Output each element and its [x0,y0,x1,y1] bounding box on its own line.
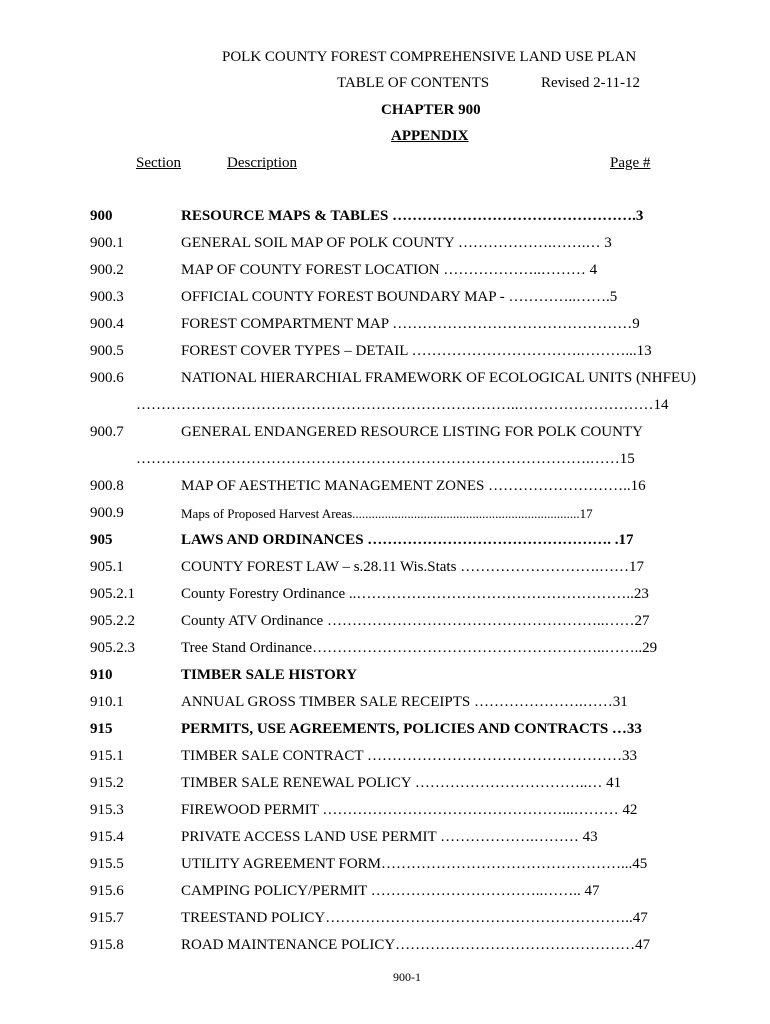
entry-leader-line: …………………………………………………………………..………………………14 [136,397,669,413]
column-header-section: Section [136,155,181,171]
entry-description: COUNTY FOREST LAW – s.28.11 Wis.Stats ……………………….……17 [181,559,644,575]
entry-description: Tree Stand Ordinance…………………………………………………..……..29 [181,640,658,656]
section-number: 915.2 [90,775,124,791]
section-number: 900.5 [90,343,124,359]
entry-description: GENERAL SOIL MAP OF POLK COUNTY ……………….…….… 3 [181,235,612,251]
entry-description: County Forestry Ordinance ..………………………………………………..23 [181,586,649,602]
entry-description: FOREST COVER TYPES – DETAIL …………………………….………...13 [181,343,652,359]
section-number: 915.3 [90,802,124,818]
column-header-page: Page # [610,155,651,171]
entry-description: LAWS AND ORDINANCES …………………………………………. .17 [181,532,634,548]
entry-description: ROAD MAINTENANCE POLICY…………………………………………47 [181,937,651,953]
section-number: 905.2.2 [90,613,135,629]
section-number: 915.6 [90,883,124,899]
section-number: 900.9 [90,505,124,521]
section-number: 915.1 [90,748,124,764]
section-number: 905.1 [90,559,124,575]
document-title: POLK COUNTY FOREST COMPREHENSIVE LAND USE PLAN [222,49,637,65]
section-number: 905.2.3 [90,640,135,656]
section-number: 900.3 [90,289,124,305]
entry-description: MAP OF COUNTY FOREST LOCATION ………………..……… 4 [181,262,598,278]
entry-description: OFFICIAL COUNTY FOREST BOUNDARY MAP - …………..…….5 [181,289,618,305]
entry-description: FIREWOOD PERMIT …………………………………………...……… 42 [181,802,638,818]
page-number: 900-1 [393,970,421,984]
chapter-heading: CHAPTER 900 [381,102,481,118]
entry-description: TIMBER SALE RENEWAL POLICY ……………………………..… 41 [181,775,622,791]
section-number: 915.4 [90,829,124,845]
section-number: 900.1 [90,235,124,251]
entry-description: RESOURCE MAPS & TABLES ………………………………………….3 [181,208,644,224]
entry-description: UTILITY AGREEMENT FORM…………………………………………...45 [181,856,648,872]
entry-description: GENERAL ENDANGERED RESOURCE LISTING FOR POLK COUNTY [181,424,643,440]
section-number: 915.7 [90,910,124,926]
entry-description: TIMBER SALE CONTRACT ……………………………………………33 [181,748,637,764]
section-number: 900.6 [90,370,124,386]
entry-leader-line: ……………………………………………………………………………….……15 [136,451,635,467]
section-number: 905.2.1 [90,586,135,602]
entry-description: Maps of Proposed Harvest Areas......................................................................17 [181,506,593,521]
entry-description: PRIVATE ACCESS LAND USE PERMIT ……………….……… 43 [181,829,598,845]
revision-date: Revised 2-11-12 [541,75,641,91]
section-number: 915.5 [90,856,124,872]
entry-description: County ATV Ordinance ………………………………………………..……27 [181,613,650,629]
entry-description: CAMPING POLICY/PERMIT ……………………………..…….. 47 [181,883,600,899]
entry-description: TREESTAND POLICY……………………………………………………..47 [181,910,648,926]
section-number: 900.2 [90,262,124,278]
section-number: 915.8 [90,937,124,953]
entry-description: FOREST COMPARTMENT MAP …………………………………………9 [181,316,640,332]
entry-description: PERMITS, USE AGREEMENTS, POLICIES AND CONTRACTS …33 [181,721,642,737]
column-header-description: Description [227,155,297,171]
section-number: 900.7 [90,424,124,440]
appendix-heading: APPENDIX [391,128,469,144]
section-number: 910 [90,667,113,683]
section-number: 900.4 [90,316,124,332]
toc-heading: TABLE OF CONTENTS [337,75,490,91]
section-number: 900.8 [90,478,124,494]
section-number: 910.1 [90,694,124,710]
section-number: 905 [90,532,113,548]
section-number: 915 [90,721,113,737]
entry-description: NATIONAL HIERARCHIAL FRAMEWORK OF ECOLOGICAL UNITS (NHFEU) [181,370,696,386]
entry-description: TIMBER SALE HISTORY [181,667,357,683]
section-number: 900 [90,208,113,224]
entry-description: MAP OF AESTHETIC MANAGEMENT ZONES ………………………..16 [181,478,646,494]
entry-description: ANNUAL GROSS TIMBER SALE RECEIPTS ………………….……31 [181,694,628,710]
